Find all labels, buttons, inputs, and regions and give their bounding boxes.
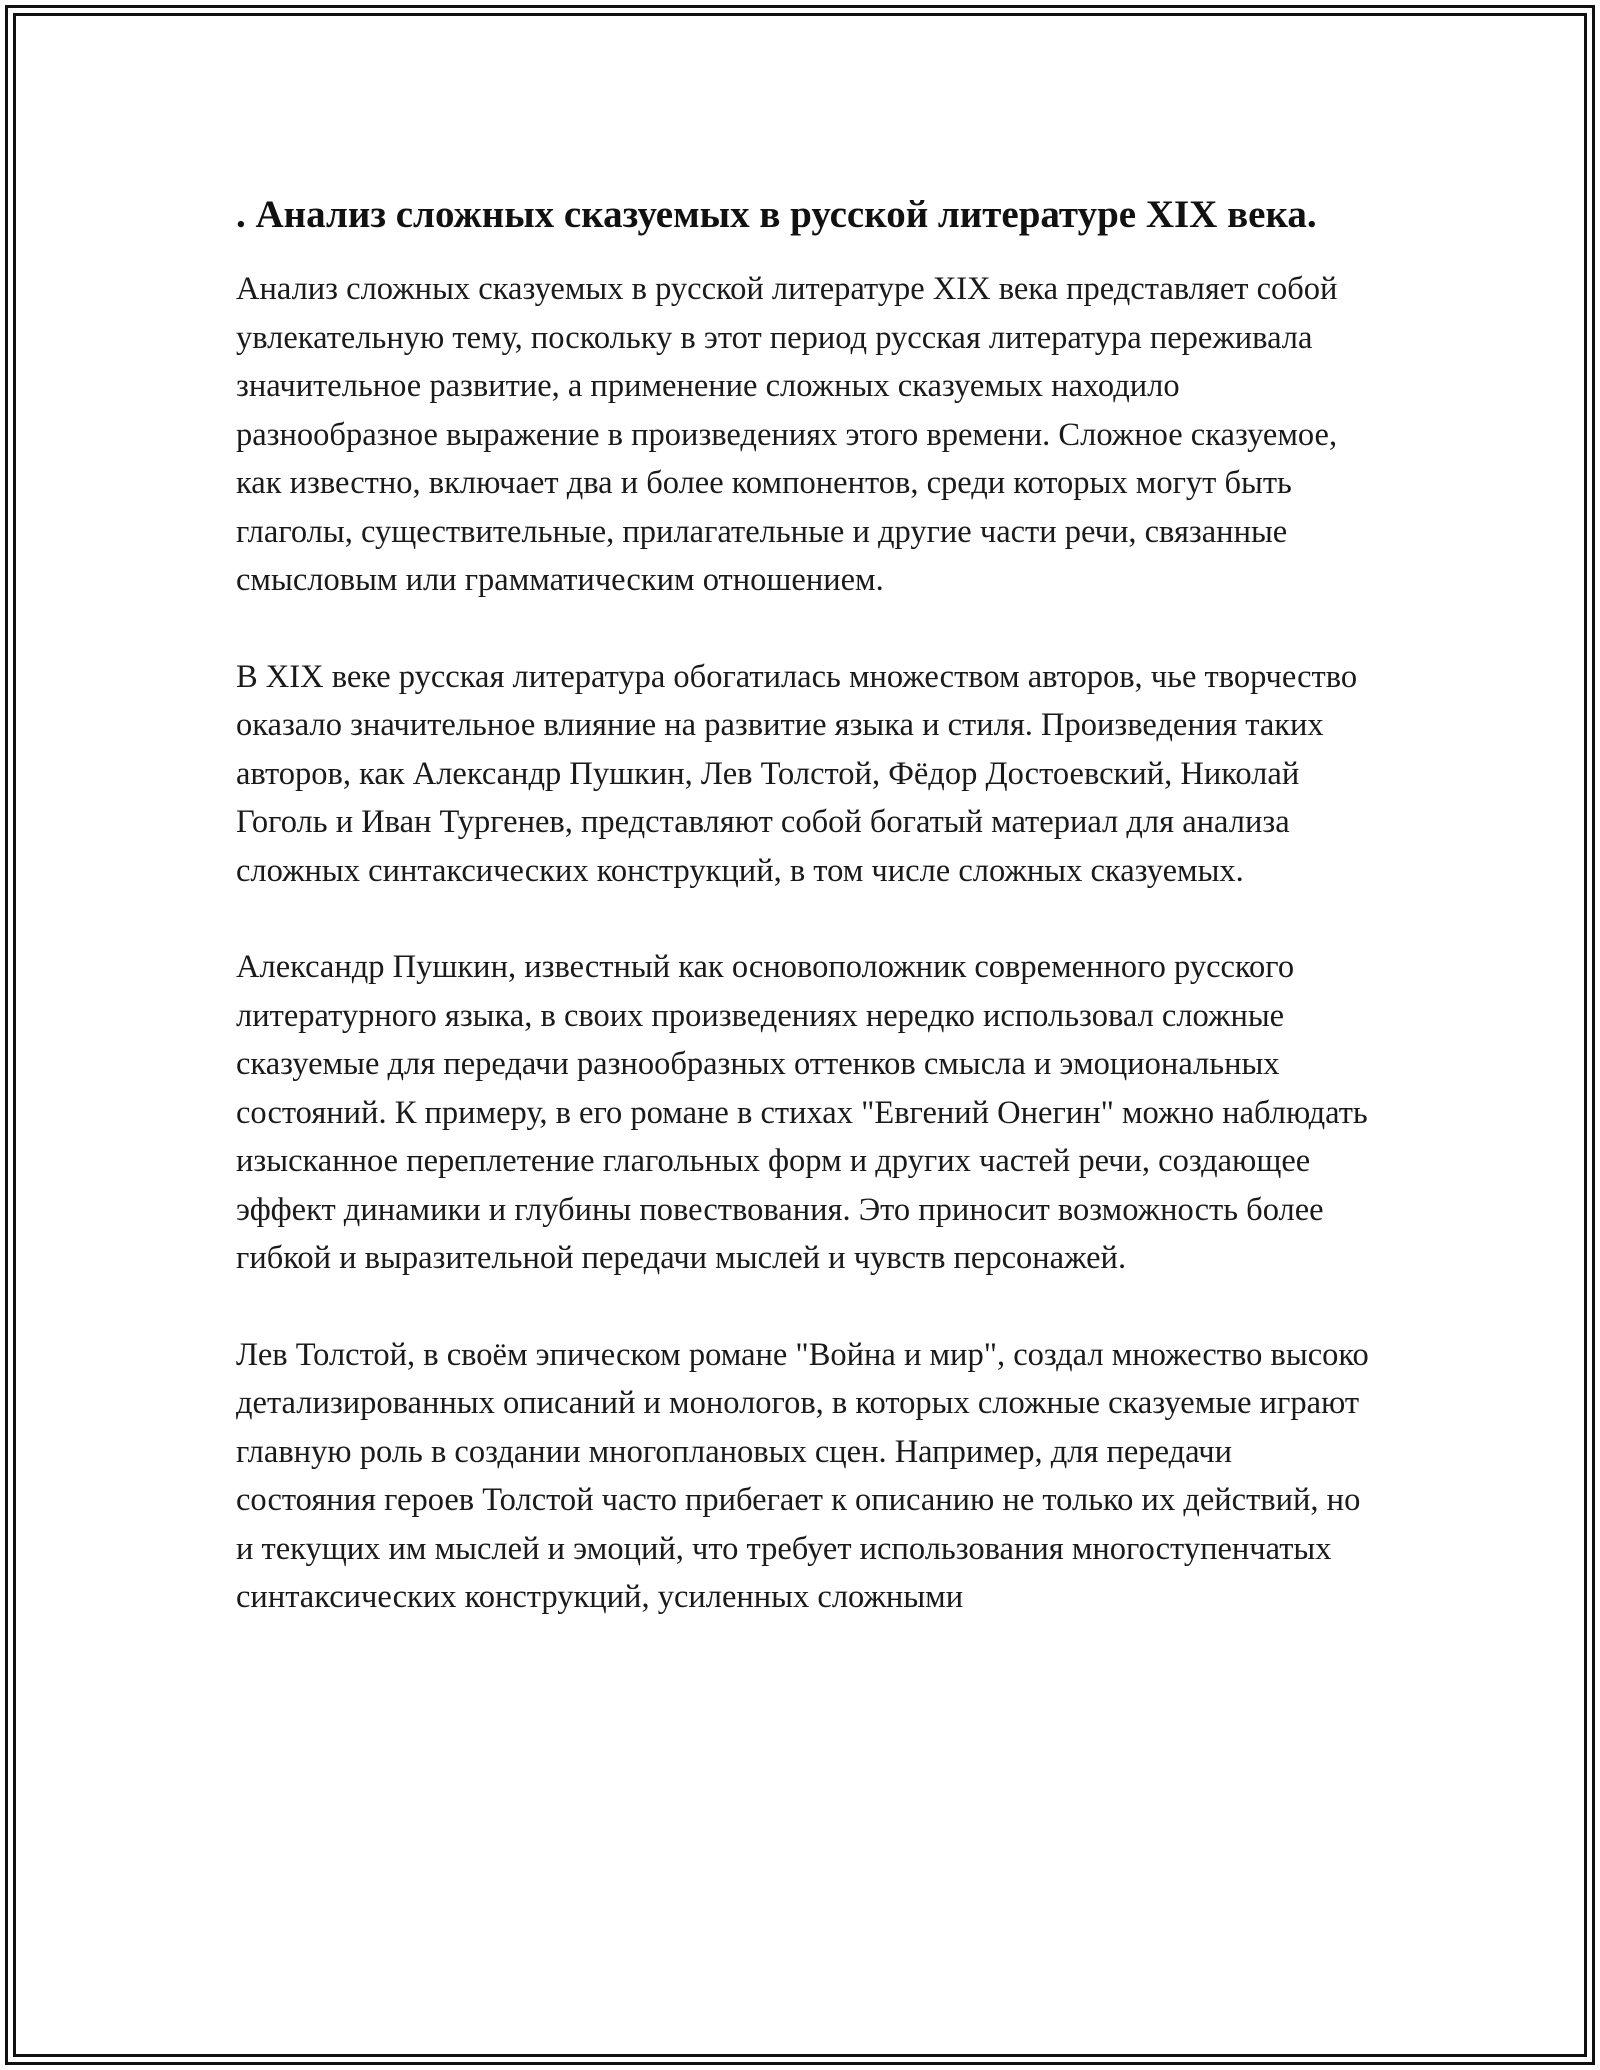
paragraph-tolstoy: Лев Толстой, в своём эпическом романе "Война и мир", создал множество высоко детализированных описаний и монологов, в которых сложные сказуемые играют главную роль в создании многоплановых сцен. Например, для передачи состояния героев Толстой часто прибегает к описанию не только их действий, но и текущих им мыслей и эмоций, что требует использования многоступенчатых синтаксических конструкций, усиленных сложными — [236, 1336, 1369, 1615]
document-page — [236, 187, 1376, 1670]
document-title: . Анализ сложных сказуемых в русской литературе XIX века. — [236, 193, 1317, 236]
paragraph-pushkin: Александр Пушкин, известный как основоположник современного русского литературного языка, в своих произведениях нередко использовал сложные сказуемые для передачи разнообразных оттенков смысла и эмоциональных состояний. К примеру, в его романе в стихах "Евгений Онегин" можно наблюдать изысканное переплетение глагольных форм и других частей речи, создающее эффект динамики и глубины повествования. Это приносит возможность более гибкой и выразительной передачи мыслей и чувств персонажей. — [236, 949, 1368, 1276]
paragraph-intro: Анализ сложных сказуемых в русской литературе XIX века представляет собой увлекательную тему, поскольку в этот период русская литература переживала значительное развитие, а применение сложных сказуемых находило разнообразное выражение в произведениях этого времени. Сложное сказуемое, как известно, включает два и более компонентов, среди которых могут быть глаголы, существительные, прилагательные и другие части речи, связанные смысловым или грамматическим отношением. — [236, 271, 1338, 598]
paragraph-authors: В XIX веке русская литература обогатилась множеством авторов, чье творчество оказало значительное влияние на развитие языка и стиля. Произведения таких авторов, как Александр Пушкин, Лев Толстой, Фёдор Достоевский, Николай Гоголь и Иван Тургенев, представляют собой богатый материал для анализа сложных синтаксических конструкций, в том числе сложных сказуемых. — [236, 658, 1358, 889]
